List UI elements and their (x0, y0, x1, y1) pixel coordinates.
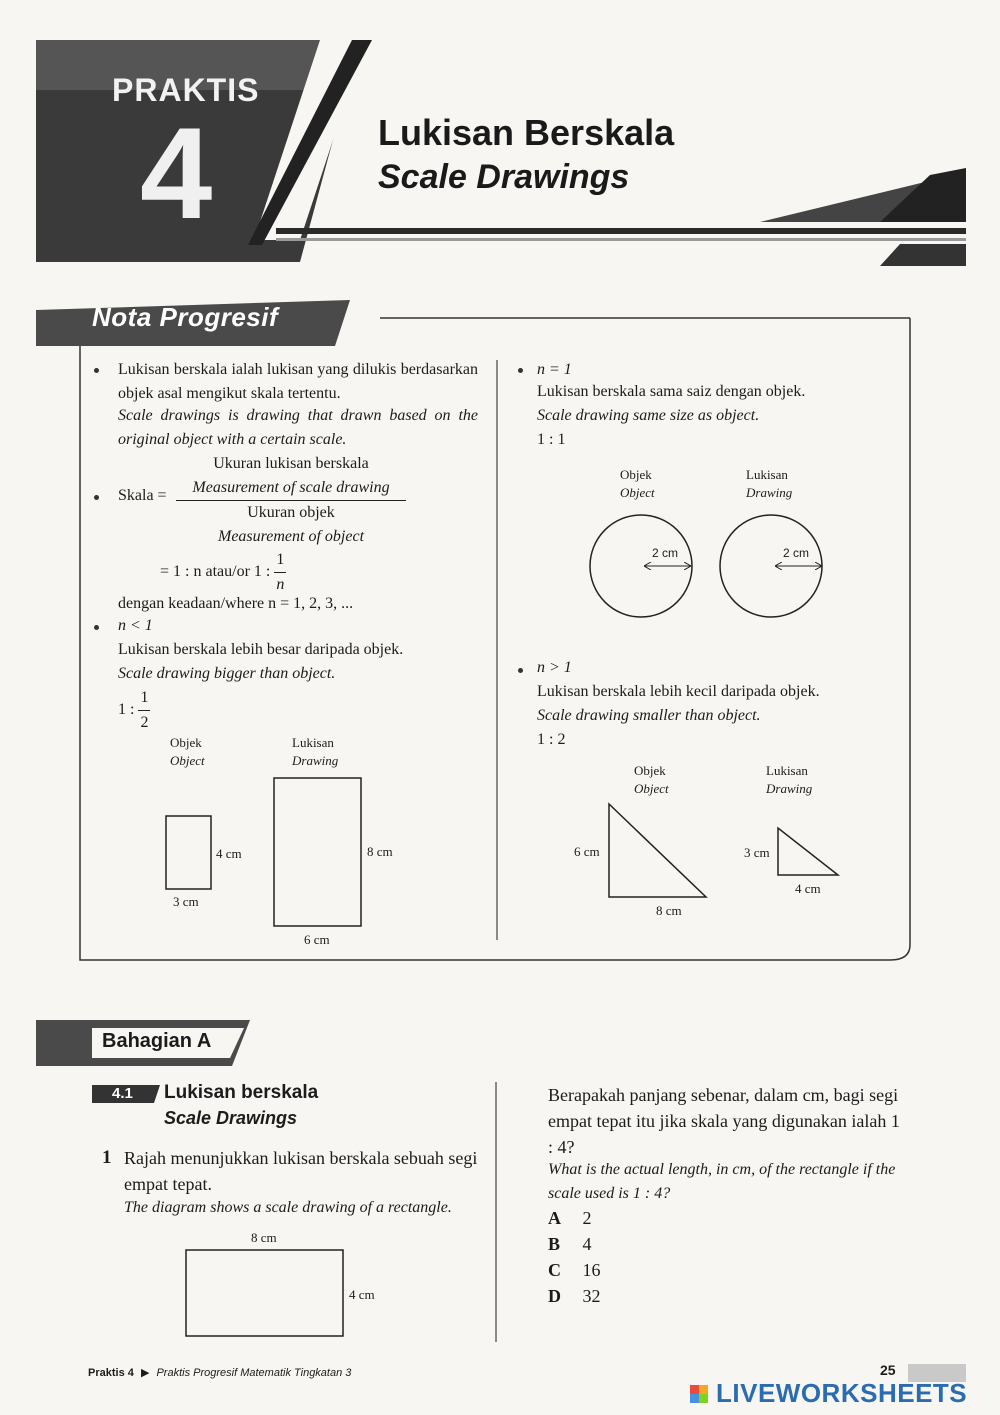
drawing-label-en: Drawing (292, 753, 339, 768)
case-greater-en: Scale drawing smaller than object. (537, 707, 761, 724)
liveworksheets-logo (690, 1378, 967, 1409)
object-label-en: Object (634, 781, 669, 796)
option-c[interactable] (548, 1257, 601, 1283)
scale-num-en: Measurement of scale drawing (176, 476, 406, 501)
case-less-den: 2 (140, 714, 149, 731)
page-subtitle: Scale Drawings (378, 158, 630, 196)
scale-den-en: Measurement of object (217, 528, 365, 545)
practice-word: PRAKTIS (112, 72, 260, 108)
where-line: dengan keadaan/where n = 1, 2, 3, ... (118, 595, 354, 612)
option-value: 2 (582, 1208, 592, 1228)
case-equal-ms: Lukisan berskala sama saiz dengan objek. (537, 383, 806, 400)
small-rect-width: 3 cm (173, 894, 199, 909)
drawing-label-en: Drawing (766, 781, 813, 796)
drawing-triangle-height: 3 cm (744, 845, 770, 860)
question-ask-en: What is the actual length, in cm, of the rectangle if the scale used is 1 : 4? (548, 1161, 896, 1202)
option-letter: D (548, 1286, 561, 1306)
definition-ms: Lukisan berskala ialah lukisan yang dilukis berdasarkan objek asal mengikut skala tertentu. (118, 361, 478, 402)
object-label-ms: Objek (634, 763, 666, 778)
practice-number: 4 (140, 100, 213, 246)
option-letter: A (548, 1208, 561, 1228)
question-stem-ms: Rajah menunjukkan lukisan berskala sebuah segi empat tepat. (124, 1148, 478, 1194)
notes-banner: Nota Progresif (92, 302, 279, 332)
topic-number: 4.1 (112, 1085, 133, 1102)
drawing-label-ms: Lukisan (746, 467, 788, 482)
case-less-num: 1 (138, 686, 150, 711)
scale-den-ms: Ukuran objek (247, 504, 335, 521)
case-less-ratio-prefix: 1 : (118, 701, 135, 719)
drawing-label-ms: Lukisan (292, 735, 334, 750)
large-rect-height: 8 cm (367, 844, 393, 859)
footer-book-title: Praktis Progresif Matematik Tingkatan 3 (156, 1367, 352, 1379)
option-b[interactable] (548, 1231, 592, 1257)
case-equal-en: Scale drawing same size as object. (537, 407, 760, 424)
arrow-right-icon: ▶ (140, 1367, 150, 1379)
topic-title-en: Scale Drawings (164, 1108, 298, 1128)
case-greater-condition: n > 1 (537, 659, 572, 676)
object-label-ms: Objek (620, 467, 652, 482)
watermark-text: LIVEWORKSHEETS (716, 1378, 968, 1408)
definition-en: Scale drawings is drawing that drawn based on the original object with a certain scale. (118, 407, 478, 448)
footer-breadcrumb (88, 1366, 351, 1379)
option-value: 16 (582, 1260, 601, 1280)
page-title: Lukisan Berskala (378, 112, 675, 153)
rect-height-label: 4 cm (349, 1287, 375, 1302)
drawing-radius-label: 2 cm (783, 546, 810, 560)
drawing-label-en: Drawing (746, 485, 793, 500)
case-equal-condition: n = 1 (537, 361, 572, 378)
object-triangle-base: 8 cm (656, 903, 682, 918)
option-letter: C (548, 1260, 561, 1280)
question-ask-ms: Berapakah panjang sebenar, dalam cm, bagi segi empat tepat itu jika skala yang digunakan ialah 1 : 4? (548, 1085, 900, 1157)
option-d[interactable] (548, 1283, 601, 1309)
ratio-den: n (276, 576, 285, 593)
logo-grid-icon (690, 1385, 708, 1403)
drawing-label-ms: Lukisan (766, 763, 808, 778)
case-equal-ratio: 1 : 1 (537, 431, 566, 448)
ratio-num: 1 (274, 548, 286, 573)
scale-rectangle (186, 1250, 343, 1336)
case-less-en: Scale drawing bigger than object. (118, 665, 336, 682)
option-value: 4 (582, 1234, 592, 1254)
scale-num-ms: Ukuran lukisan berskala (213, 455, 369, 472)
case-greater-ms: Lukisan berskala lebih kecil daripada objek. (537, 683, 820, 700)
case-greater-ratio: 1 : 2 (537, 731, 566, 748)
question-figure (0, 0, 500, 1360)
option-a[interactable] (548, 1205, 592, 1231)
case-less-ms: Lukisan berskala lebih besar daripada objek. (118, 641, 404, 658)
question-stem-en: The diagram shows a scale drawing of a rectangle. (124, 1199, 452, 1216)
footer-practice: Praktis 4 (88, 1367, 134, 1379)
rect-width-label: 8 cm (251, 1230, 277, 1245)
topic-title-ms: Lukisan berskala (164, 1082, 319, 1103)
object-label-en: Object (620, 485, 655, 500)
section-label: Bahagian A (102, 1030, 212, 1052)
object-triangle-height: 6 cm (574, 844, 600, 859)
object-label-en: Object (170, 753, 205, 768)
option-value: 32 (582, 1286, 601, 1306)
question-number: 1 (102, 1147, 112, 1168)
small-rect-height: 4 cm (216, 846, 242, 861)
object-radius-label: 2 cm (652, 546, 679, 560)
object-label-ms: Objek (170, 735, 202, 750)
page-number: 25 (880, 1362, 896, 1378)
case-less-condition: n < 1 (118, 617, 153, 634)
large-rect-width: 6 cm (304, 932, 330, 947)
drawing-triangle-base: 4 cm (795, 881, 821, 896)
scale-label: Skala = (118, 487, 167, 504)
ratio-prefix: = 1 : n atau/or 1 : (160, 563, 271, 581)
option-letter: B (548, 1234, 561, 1254)
